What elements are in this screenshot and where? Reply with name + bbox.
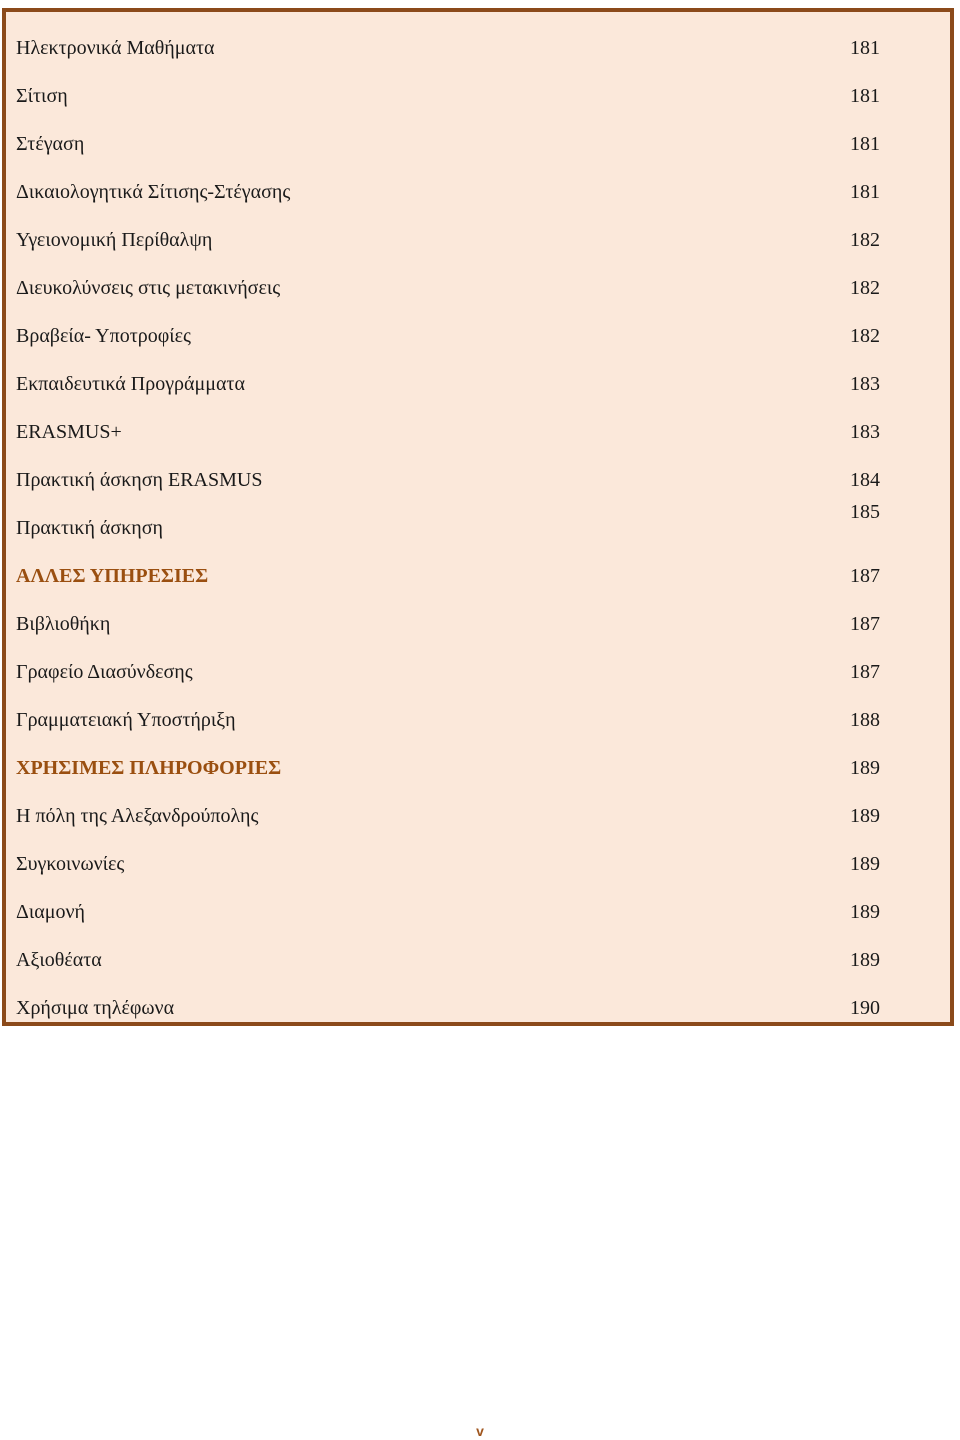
toc-entry[interactable] (16, 214, 880, 262)
toc-entry-title: Στέγαση (16, 133, 85, 155)
toc-entry-title: Συγκοινωνίες (16, 853, 125, 875)
toc-entry[interactable] (16, 454, 880, 502)
toc-entry-title: Εκπαιδευτικά Προγράμματα (16, 373, 245, 395)
toc-entry[interactable] (16, 406, 880, 454)
toc-entry-page: 187 (850, 565, 880, 587)
toc-entry-page: 183 (850, 373, 880, 395)
toc-entry[interactable] (16, 118, 880, 166)
toc-section-heading[interactable] (16, 550, 880, 598)
toc-entry-page: 182 (850, 229, 880, 251)
toc-entry-page: 184 (850, 469, 880, 491)
toc-entry[interactable] (16, 22, 880, 70)
toc-section-heading[interactable] (16, 742, 880, 790)
toc-entry-title: Ηλεκτρονικά Μαθήματα (16, 37, 215, 59)
toc-entry-title: Γραφείο Διασύνδεσης (16, 661, 193, 683)
toc-entry-page: 187 (850, 613, 880, 635)
toc-entry[interactable] (16, 790, 880, 838)
toc-entry-page: 181 (850, 133, 880, 155)
toc-entry-title: Χρήσιμα τηλέφωνα (16, 997, 175, 1019)
toc-entry-page: 188 (850, 709, 880, 731)
toc-entry[interactable] (16, 166, 880, 214)
toc-entry-page: 181 (850, 181, 880, 203)
toc-entry-title: Διαμονή (16, 901, 85, 923)
toc-entry-title: Υγειονομική Περίθαλψη (16, 229, 213, 251)
toc-entry-page: 183 (850, 421, 880, 443)
toc-heading-title: ΧΡΗΣΙΜΕΣ ΠΛΗΡΟΦΟΡΙΕΣ (16, 757, 282, 779)
toc-entry[interactable] (16, 358, 880, 406)
toc-entry-title: Πρακτική άσκηση ERASMUS (16, 469, 263, 491)
toc-entry-title: Γραμματειακή Υποστήριξη (16, 709, 236, 731)
toc-entry-title: Βραβεία- Υποτροφίες (16, 325, 191, 347)
toc-entry-page: 189 (850, 757, 880, 779)
toc-entry-page: 189 (850, 805, 880, 827)
toc-entry[interactable] (16, 694, 880, 742)
toc-entry[interactable] (16, 70, 880, 118)
toc-entry[interactable] (16, 310, 880, 358)
page-number: v (476, 1423, 484, 1439)
toc-entry-page: 182 (850, 325, 880, 347)
toc-entry[interactable] (16, 598, 880, 646)
toc-entry-title: Δικαιολογητικά Σίτισης-Στέγασης (16, 181, 291, 203)
toc-entry-title: Διευκολύνσεις στις μετακινήσεις (16, 277, 281, 299)
toc-entry-title: Πρακτική άσκηση (16, 517, 163, 539)
toc-entry-title: Η πόλη της Αλεξανδρούπολης (16, 805, 259, 827)
toc-entry-page: 187 (850, 661, 880, 683)
toc-entry[interactable] (16, 502, 880, 550)
toc-entry-title: ERASMUS+ (16, 421, 122, 443)
toc-entry-title: Σίτιση (16, 85, 68, 107)
toc-entry-page: 181 (850, 85, 880, 107)
toc-entry-page: 185 (850, 501, 880, 523)
toc-entry-title: Αξιοθέατα (16, 949, 102, 971)
toc-entry[interactable] (16, 982, 880, 1030)
toc-entry-page: 190 (850, 997, 880, 1019)
toc-entry-page: 189 (850, 949, 880, 971)
toc-entry[interactable] (16, 934, 880, 982)
toc-entry-page: 182 (850, 277, 880, 299)
toc-entry[interactable] (16, 838, 880, 886)
toc-entry-page: 189 (850, 901, 880, 923)
table-of-contents-box (2, 8, 954, 1026)
toc-entry[interactable] (16, 886, 880, 934)
toc-heading-title: ΑΛΛΕΣ ΥΠΗΡΕΣΙΕΣ (16, 565, 209, 587)
toc-entry-page: 189 (850, 853, 880, 875)
toc-entry[interactable] (16, 262, 880, 310)
toc-entry-page: 181 (850, 37, 880, 59)
toc-entry[interactable] (16, 646, 880, 694)
toc-entry-title: Βιβλιοθήκη (16, 613, 111, 635)
